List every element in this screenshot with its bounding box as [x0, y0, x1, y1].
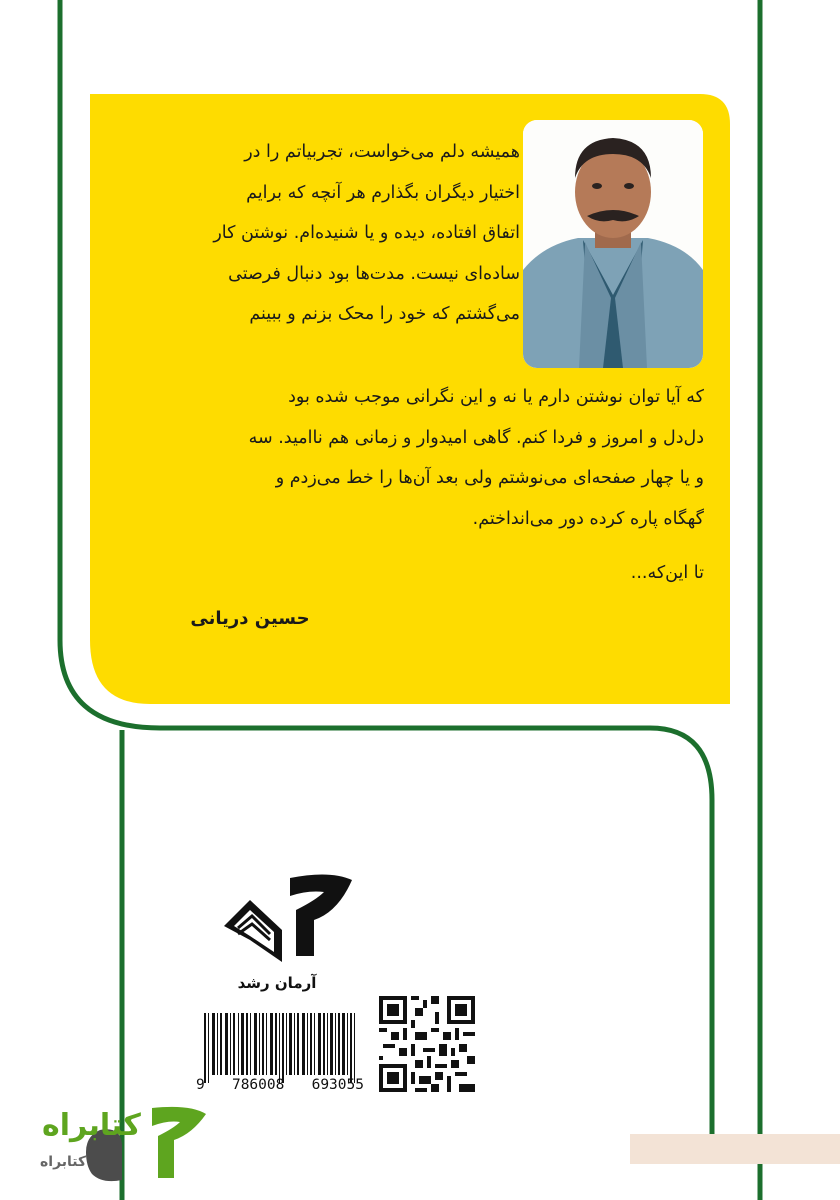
- back-cover-blurb: [112, 132, 520, 335]
- watermark-text: کتابراه: [42, 1108, 141, 1143]
- blurb-line: دل‌دل و امروز و فردا کنم. گاهی امیدوار و زمانی هم ناامید. سه: [248, 427, 704, 448]
- blurb-line: اختیار دیگران بگذارم هر آنچه که برایم: [246, 182, 520, 203]
- isbn-digit-group: 693055: [311, 1077, 364, 1093]
- isbn-number: [196, 1077, 364, 1093]
- corner-strip: [630, 1134, 840, 1164]
- publisher-name: آرمان رشد: [237, 974, 317, 992]
- author-photo: [523, 120, 703, 368]
- blurb-ending: تا این‌که...: [630, 563, 704, 583]
- blurb-line: و یا چهار صفحه‌ای می‌نوشتم ولی بعد آن‌ها را خط می‌زدم و: [275, 468, 704, 488]
- isbn-digit-group: 786008: [231, 1077, 285, 1093]
- blurb-line: ساده‌ای نیست. مدت‌ها بود دنبال فرصتی: [228, 263, 520, 284]
- watermark-small-text: کتابراه: [40, 1154, 87, 1170]
- isbn-digit-group: 9: [196, 1077, 205, 1093]
- qr-code: [379, 996, 475, 1092]
- blurb-line: همیشه دلم می‌خواست، تجربیاتم را در: [244, 142, 520, 162]
- back-cover-blurb-continued: [104, 377, 704, 539]
- publisher-logo-icon: [220, 870, 360, 970]
- author-name: حسین دریانی: [190, 608, 310, 629]
- blurb-line: گهگاه پاره کرده دور می‌انداختم.: [472, 508, 704, 529]
- blurb-line: می‌گشتم که خود را محک بزنم و ببینم: [249, 304, 520, 324]
- blurb-line: اتفاق افتاده، دیده و یا شنیده‌ام. نوشتن کار: [213, 223, 520, 243]
- blurb-line: که آیا توان نوشتن دارم یا نه و این نگرانی موجب شده بود: [288, 387, 704, 407]
